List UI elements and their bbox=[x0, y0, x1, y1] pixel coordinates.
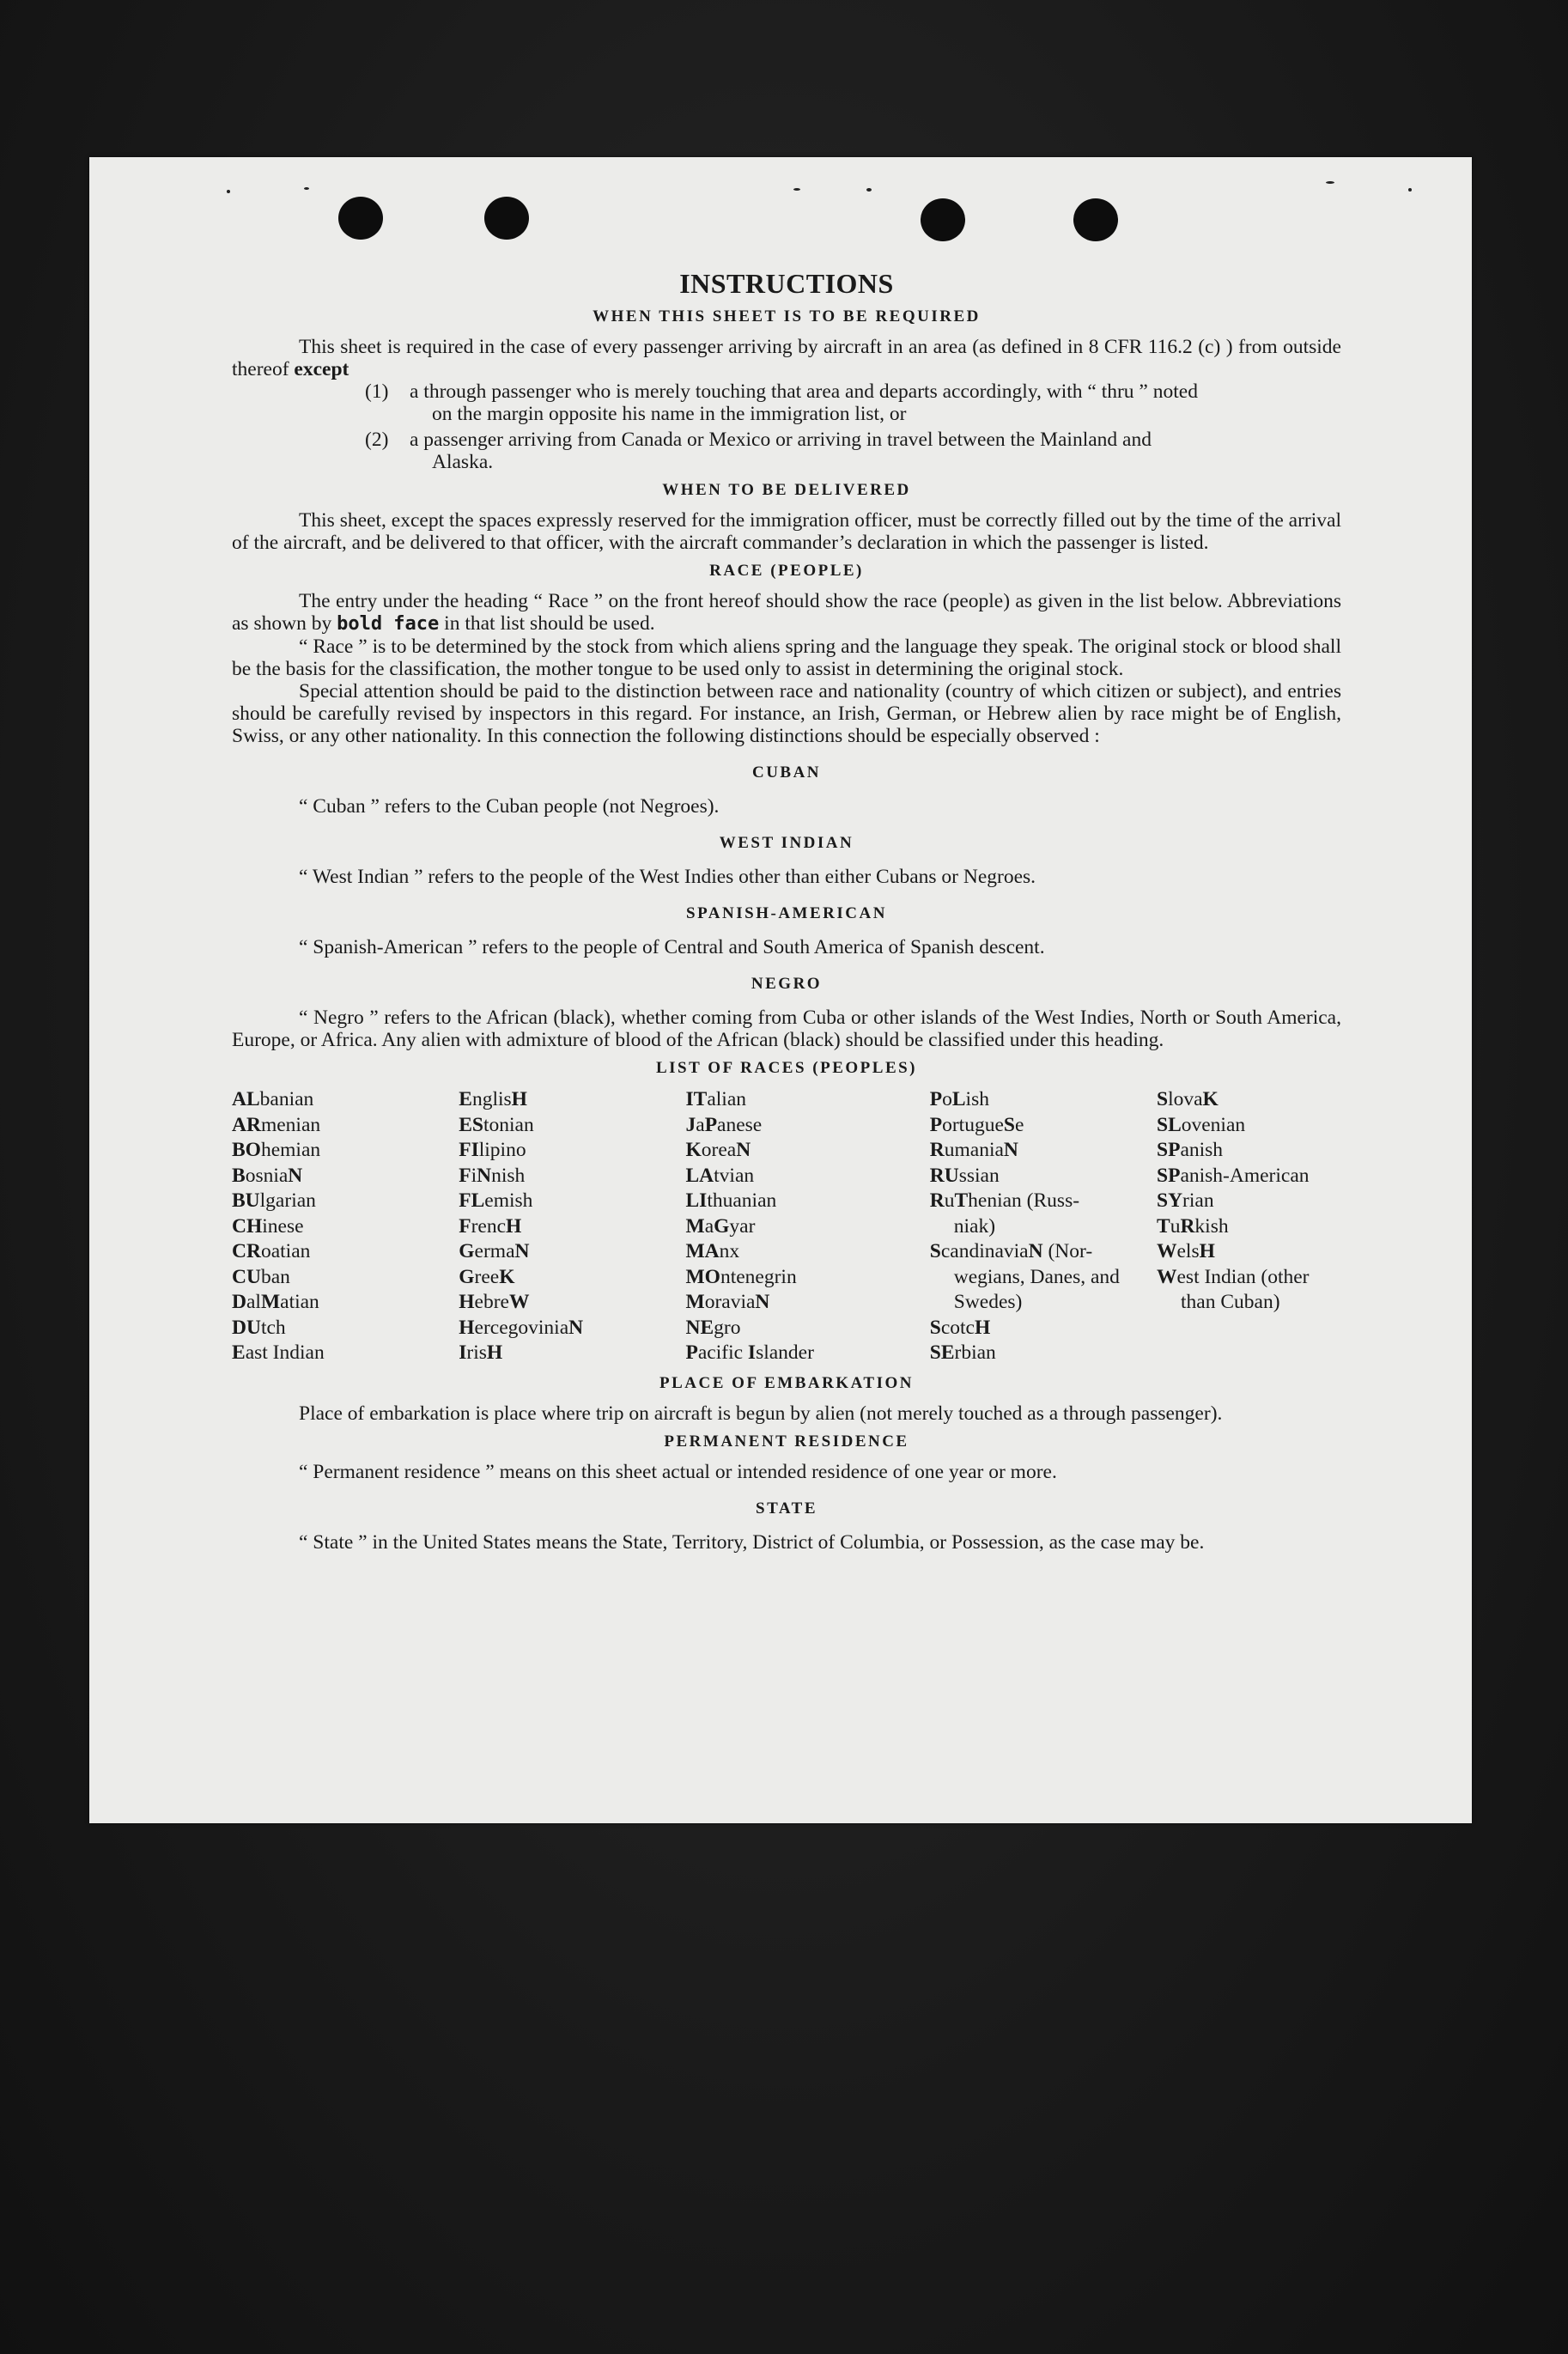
item-text-line: on the margin opposite his name in the immigration list, or bbox=[432, 403, 907, 425]
race-entry: PoLish bbox=[929, 1088, 989, 1110]
race-paragraph-3: Special attention should be paid to the distinction between race and nationality (country of which citizen or subject), and entries should be carefully revised by inspectors in this regard. For instance, an Irish, German, or Hebrew alien by race might be of English, Swiss, or any other nationality. In this connection the following distinctions should be especially observed : bbox=[232, 680, 1341, 747]
races-list bbox=[232, 1087, 1341, 1366]
race-entry: BosniaN bbox=[232, 1164, 303, 1187]
race-entry: JaPanese bbox=[685, 1113, 763, 1136]
race-entry: NEgro bbox=[685, 1316, 741, 1339]
races-column-3 bbox=[686, 1087, 909, 1366]
item-text-line: Alaska. bbox=[432, 451, 494, 473]
race-entry: DUtch bbox=[232, 1316, 286, 1339]
race-entry: East Indian bbox=[232, 1341, 325, 1364]
race-entry: FrencH bbox=[459, 1214, 522, 1238]
race-entry: EStonian bbox=[459, 1113, 534, 1136]
dust-speck bbox=[866, 188, 872, 192]
heading-spanish-american: SPANISH-AMERICAN bbox=[686, 904, 887, 922]
except-word: except bbox=[294, 358, 349, 380]
dust-speck bbox=[1326, 181, 1334, 184]
race-entry: WelsH bbox=[1157, 1240, 1215, 1262]
race-entry: FIlipino bbox=[459, 1139, 526, 1161]
race-entry: KoreaN bbox=[685, 1139, 751, 1161]
races-column-1 bbox=[232, 1087, 438, 1366]
heading-cuban: CUBAN bbox=[751, 763, 822, 782]
race-entry: ARmenian bbox=[232, 1113, 321, 1136]
race-entry: SYrian bbox=[1157, 1189, 1214, 1212]
race-entry-continuation: than Cuban) bbox=[1181, 1291, 1280, 1313]
race-entry-continuation: wegians, Danes, and Swedes) bbox=[953, 1265, 1120, 1313]
race-entry: SPanish-American bbox=[1157, 1164, 1310, 1187]
race-entry: SLovenian bbox=[1157, 1113, 1246, 1136]
dust-speck bbox=[227, 190, 230, 193]
race-entry: HebreW bbox=[459, 1291, 530, 1313]
required-item-2 bbox=[232, 429, 1341, 473]
heading-west-indian: WEST INDIAN bbox=[719, 834, 854, 852]
race-entry: CRoatian bbox=[232, 1240, 311, 1262]
race-entry: DalMatian bbox=[232, 1291, 319, 1313]
cuban-text: “ Cuban ” refers to the Cuban people (not Negroes). bbox=[299, 795, 720, 818]
race-paragraph-1: The entry under the heading “ Race ” on the front hereof should show the race (people) as given in the list below. Abbreviations as shown by bold face in that list should be used. bbox=[232, 590, 1341, 635]
item-text-line: a through passenger who is merely touching that area and departs accordingly, with “ thru ” noted bbox=[410, 380, 1198, 403]
race-paragraph-2: “ Race ” is to be determined by the stock from which aliens spring and the language they speak. The original stock or blood shall be the basis for the classification, the mother tongue to be used only to assist in determining the original stock. bbox=[232, 636, 1341, 680]
race-entry: MaGyar bbox=[685, 1214, 756, 1238]
embarkation-text: Place of embarkation is place where trip on aircraft is begun by alien (not merely touched as a through passenger). bbox=[299, 1402, 1223, 1425]
races-column-2 bbox=[459, 1087, 665, 1366]
race-entry: SlovaK bbox=[1157, 1088, 1219, 1110]
race-entry: BUlgarian bbox=[232, 1189, 316, 1212]
race-entry: CUban bbox=[232, 1265, 290, 1288]
race-entry: MoraviaN bbox=[685, 1291, 770, 1313]
race-entry: RuThenian (Russ- niak) bbox=[930, 1189, 1136, 1239]
race-entry: ScotcH bbox=[929, 1316, 991, 1339]
races-column-5 bbox=[1157, 1087, 1341, 1366]
race-entry: PortugueSe bbox=[929, 1113, 1024, 1136]
dust-speck bbox=[793, 188, 800, 191]
delivered-text: This sheet, except the spaces expressly reserved for the immigration officer, must be correctly filled out by the time of the arrival of the aircraft, and be delivered to that officer, with the aircraft commander’s declaration in which the passenger is listed. bbox=[232, 509, 1341, 554]
race-entry: FLemish bbox=[459, 1189, 533, 1212]
race-entry: FiNnish bbox=[459, 1164, 526, 1187]
race-entry: ScandinaviaN (Nor- wegians, Danes, and Swedes) bbox=[930, 1239, 1136, 1316]
west-indian-text: “ West Indian ” refers to the people of the West Indies other than either Cubans or Negroes. bbox=[299, 866, 1036, 888]
required-item-1 bbox=[232, 380, 1341, 425]
document-page bbox=[89, 157, 1472, 1823]
punch-hole-right-2 bbox=[1073, 198, 1118, 241]
race-entry: LIthuanian bbox=[685, 1189, 777, 1212]
item-number: (2) bbox=[365, 429, 389, 451]
race-entry: TuRkish bbox=[1157, 1214, 1229, 1238]
heading-race: RACE (PEOPLE) bbox=[709, 562, 864, 580]
item-number: (1) bbox=[365, 380, 389, 403]
race-entry: MAnx bbox=[685, 1240, 740, 1262]
race-entry: ITalian bbox=[685, 1088, 746, 1110]
negro-text: “ Negro ” refers to the African (black), whether coming from Cuba or other islands of the West Indies, North or South America, Europe, or Africa. Any alien with admixture of blood of the African (black) should be classified under this heading. bbox=[232, 1007, 1341, 1051]
dust-speck bbox=[304, 187, 309, 190]
item-text-line: a passenger arriving from Canada or Mexico or arriving in travel between the Mainland and bbox=[410, 429, 1152, 451]
race-entry: HercegoviniaN bbox=[459, 1316, 584, 1339]
races-column-4 bbox=[930, 1087, 1136, 1366]
race-entry: Pacific Islander bbox=[685, 1341, 814, 1364]
race-entry-continuation: niak) bbox=[953, 1214, 996, 1238]
race-entry: IrisH bbox=[459, 1341, 503, 1364]
punch-hole-right-1 bbox=[921, 198, 965, 241]
heading-negro: NEGRO bbox=[751, 975, 823, 993]
race-entry: SErbian bbox=[929, 1341, 996, 1364]
race-entry: SPanish bbox=[1157, 1139, 1224, 1161]
punch-hole-left-1 bbox=[338, 197, 383, 240]
dust-speck bbox=[1408, 188, 1412, 192]
race-entry: MOntenegrin bbox=[685, 1265, 797, 1288]
page-title: INSTRUCTIONS bbox=[679, 268, 894, 299]
race-entry: ALbanian bbox=[232, 1088, 314, 1110]
spanish-american-text: “ Spanish-American ” refers to the people of Central and South America of Spanish descent. bbox=[299, 936, 1045, 958]
heading-permanent-residence: PERMANENT RESIDENCE bbox=[664, 1432, 909, 1451]
residence-text: “ Permanent residence ” means on this sheet actual or intended residence of one year or more. bbox=[299, 1460, 1057, 1483]
heading-when-delivered: WHEN TO BE DELIVERED bbox=[662, 481, 911, 499]
race-entry: RumaniaN bbox=[929, 1139, 1018, 1161]
race-entry: GreeK bbox=[459, 1265, 515, 1288]
race-entry: RUssian bbox=[929, 1164, 1000, 1187]
race-entry: LAtvian bbox=[685, 1164, 755, 1187]
required-intro: This sheet is required in the case of every passenger arriving by aircraft in an area (as defined in 8 CFR 116.2 (c) ) from outside thereof except bbox=[232, 336, 1341, 380]
punch-hole-left-2 bbox=[484, 197, 529, 240]
state-text: “ State ” in the United States means the State, Territory, District of Columbia, or Possession, as the case may be. bbox=[299, 1530, 1205, 1554]
race-entry: EnglisH bbox=[459, 1088, 527, 1110]
heading-state: STATE bbox=[756, 1499, 817, 1518]
heading-place-of-embarkation: PLACE OF EMBARKATION bbox=[659, 1373, 914, 1392]
race-entry: West Indian (other than Cuban) bbox=[1157, 1265, 1341, 1316]
race-entry: CHinese bbox=[232, 1214, 304, 1238]
race-entry: GermaN bbox=[459, 1240, 530, 1262]
race-entry: BOhemian bbox=[232, 1139, 321, 1161]
bold-face-phrase: bold face bbox=[337, 613, 440, 635]
heading-list-of-races: LIST OF RACES (PEOPLES) bbox=[655, 1059, 918, 1077]
heading-when-required: WHEN THIS SHEET IS TO BE REQUIRED bbox=[593, 307, 981, 325]
instructions-body bbox=[232, 269, 1341, 1554]
